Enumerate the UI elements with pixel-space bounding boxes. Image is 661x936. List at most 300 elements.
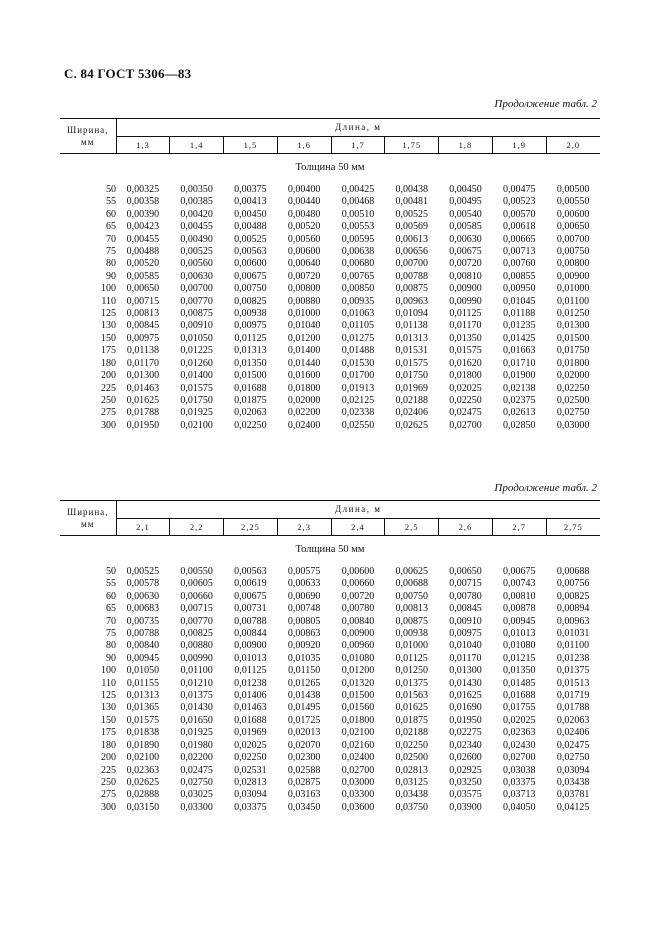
volume-cell: 0,00910	[449, 615, 482, 627]
volume-cell: 0,02500	[395, 752, 428, 764]
volume-cell: 0,01969	[395, 382, 428, 394]
volume-cell: 0,00625	[395, 566, 428, 577]
volume-cell: 0,02531	[234, 764, 267, 776]
volume-cell: 0,03025	[180, 789, 213, 801]
volume-cell: 0,01045	[502, 295, 536, 307]
volume-cell: 0,00600	[234, 258, 267, 270]
volume-cell: 0,01575	[449, 345, 482, 357]
volume-cell: 0,01531	[395, 345, 428, 357]
volume-cell: 0,00800	[287, 283, 321, 295]
volume-cell: 0,01488	[341, 345, 375, 357]
volume-cell: 0,03450	[287, 801, 321, 813]
volume-cell: 0,01625	[395, 702, 428, 714]
volume-cell: 0,02250	[556, 382, 590, 394]
volume-cell: 0,01150	[288, 665, 321, 677]
volume-cell: 0,00900	[449, 283, 482, 295]
volume-cell: 0,01406	[234, 690, 267, 702]
length-value-header: 1,7	[331, 137, 385, 154]
volume-cell: 0,01138	[395, 320, 428, 332]
volume-cell: 0,00875	[395, 615, 428, 627]
volume-cell: 0,01890	[126, 739, 160, 751]
volume-cell: 0,00960	[341, 640, 375, 652]
volume-cell: 0,01125	[395, 652, 428, 664]
width-cell: 200	[101, 370, 116, 382]
volume-cell: 0,00813	[395, 603, 428, 615]
volume-cell: 0,00700	[556, 233, 590, 245]
volume-cell: 0,00938	[234, 308, 267, 320]
volume-cell: 0,02025	[502, 714, 536, 726]
volume-cell: 0,00750	[234, 283, 267, 295]
volume-cell: 0,00495	[449, 196, 482, 208]
volume-cell: 0,04125	[556, 801, 590, 813]
volume-cell: 0,01105	[341, 320, 375, 332]
volume-cell: 0,00770	[180, 615, 213, 627]
table-row	[60, 320, 600, 332]
volume-cell: 0,01625	[449, 690, 482, 702]
volume-cell: 0,01375	[395, 677, 428, 689]
volume-cell: 0,00488	[234, 221, 267, 233]
volume-cell: 0,01250	[395, 665, 428, 677]
volume-cell: 0,02550	[341, 419, 375, 431]
volume-cell: 0,01313	[126, 690, 160, 702]
volume-cell: 0,02475	[556, 739, 590, 751]
volume-cell: 0,01788	[556, 702, 590, 714]
table-row	[60, 196, 600, 208]
volume-cell: 0,00788	[395, 270, 428, 282]
volume-cell: 0,00683	[126, 603, 160, 615]
volume-cell: 0,01350	[502, 665, 536, 677]
length-value-header: 1,5	[224, 137, 278, 154]
table-row	[60, 578, 600, 590]
volume-cell: 0,01425	[502, 332, 536, 344]
length-value-header: 2,7	[492, 519, 546, 536]
length-value-header: 1,75	[385, 137, 439, 154]
volume-cell: 0,00938	[395, 628, 428, 640]
volume-cell: 0,00660	[180, 590, 213, 602]
volume-cell: 0,01800	[556, 357, 590, 369]
volume-cell: 0,00945	[126, 652, 160, 664]
volume-cell: 0,00975	[234, 320, 267, 332]
volume-cell: 0,02250	[449, 394, 482, 406]
volume-cell: 0,00480	[287, 208, 321, 220]
volume-cell: 0,01430	[449, 677, 482, 689]
volume-cell: 0,01000	[287, 308, 321, 320]
volume-cell: 0,00945	[502, 615, 536, 627]
volume-cell: 0,01050	[180, 332, 213, 344]
volume-cell: 0,00525	[234, 233, 267, 245]
volume-cell: 0,02275	[449, 727, 482, 739]
table-row	[60, 209, 600, 221]
volume-cell: 0,02375	[502, 394, 536, 406]
volume-cell: 0,00525	[126, 566, 160, 577]
volume-cell: 0,02100	[126, 752, 160, 764]
volume-cell: 0,02000	[287, 394, 321, 406]
volume-cell: 0,00950	[502, 283, 536, 295]
width-cell: 75	[106, 628, 116, 640]
volume-cell: 0,00735	[126, 615, 160, 627]
width-cell: 130	[101, 702, 116, 714]
volume-cell: 0,00618	[502, 221, 536, 233]
table-row	[60, 665, 600, 677]
volume-cell: 0,01690	[449, 702, 482, 714]
volume-cell: 0,00780	[341, 603, 375, 615]
volume-cell: 0,01700	[341, 370, 375, 382]
volume-cell: 0,01170	[449, 320, 482, 332]
volume-cell: 0,01750	[180, 394, 213, 406]
volume-cell: 0,01300	[449, 665, 482, 677]
volume-cell: 0,00413	[234, 196, 267, 208]
width-cell: 65	[106, 221, 116, 233]
table-row	[60, 702, 600, 714]
width-cell: 130	[101, 320, 116, 332]
volume-cell: 0,00688	[556, 566, 590, 577]
length-column-header: Длина, м	[116, 501, 600, 519]
volume-cell: 0,00390	[126, 208, 160, 220]
volume-cell: 0,00700	[395, 258, 428, 270]
volume-cell: 0,00760	[502, 258, 536, 270]
width-cell: 90	[106, 270, 116, 282]
volume-cell: 0,02160	[341, 739, 375, 751]
volume-cell: 0,00455	[126, 233, 160, 245]
table-row	[60, 777, 600, 789]
volume-cell: 0,00525	[395, 208, 428, 220]
volume-cell: 0,03000	[556, 419, 590, 431]
volume-cell: 0,00750	[556, 246, 590, 258]
width-cell: 65	[106, 603, 116, 615]
volume-cell: 0,00840	[126, 640, 160, 652]
volume-cell: 0,02250	[234, 419, 267, 431]
volume-cell: 0,01040	[287, 320, 321, 332]
volume-cell: 0,01100	[180, 665, 213, 677]
length-values-row	[60, 519, 600, 536]
volume-cell: 0,02000	[556, 370, 590, 382]
volume-cell: 0,01125	[449, 308, 482, 320]
table-row	[60, 628, 600, 640]
volume-cell: 0,00400	[287, 184, 321, 195]
table-row	[60, 258, 600, 270]
width-cell: 70	[106, 615, 116, 627]
volume-cell: 0,01040	[449, 640, 482, 652]
volume-cell: 0,01375	[180, 690, 213, 702]
volume-cell: 0,02063	[234, 407, 267, 419]
volume-cell: 0,00880	[287, 295, 321, 307]
length-value-header: 2,4	[331, 519, 385, 536]
volume-cell: 0,00638	[341, 246, 375, 258]
volume-cell: 0,01300	[556, 320, 590, 332]
volume-cell: 0,02888	[126, 789, 160, 801]
volume-cell: 0,00600	[287, 246, 321, 258]
width-cell: 70	[106, 233, 116, 245]
volume-cell: 0,00563	[234, 246, 267, 258]
width-column-header: Ширина, мм	[60, 119, 116, 154]
volume-cell: 0,00910	[180, 320, 213, 332]
volume-cell: 0,01094	[395, 308, 428, 320]
volume-cell: 0,00855	[502, 270, 536, 282]
volume-cell: 0,02400	[341, 752, 375, 764]
volume-cell: 0,01788	[126, 407, 160, 419]
volume-cell: 0,00800	[556, 258, 590, 270]
volume-cell: 0,01688	[234, 382, 267, 394]
volume-cell: 0,02750	[556, 752, 590, 764]
volume-cell: 0,03781	[556, 789, 590, 801]
volume-cell: 0,00990	[449, 295, 482, 307]
volume-cell: 0,00875	[180, 308, 213, 320]
length-value-header: 1,6	[277, 137, 331, 154]
volume-cell: 0,00844	[234, 628, 267, 640]
volume-cell: 0,01035	[287, 652, 321, 664]
volume-cell: 0,01950	[449, 714, 482, 726]
volume-cell: 0,01320	[341, 677, 375, 689]
volume-cell: 0,01500	[234, 370, 267, 382]
width-cell: 275	[101, 789, 116, 801]
width-cell: 110	[101, 295, 116, 307]
volume-cell: 0,01969	[234, 727, 267, 739]
table-row	[60, 420, 600, 432]
table-row	[60, 603, 600, 615]
volume-cell: 0,02250	[395, 739, 428, 751]
length-value-header: 1,9	[492, 137, 546, 154]
volume-cell: 0,01238	[556, 652, 590, 664]
width-cell: 200	[101, 752, 116, 764]
volume-cell: 0,01100	[556, 640, 590, 652]
volume-cell: 0,00619	[234, 578, 267, 590]
volume-cell: 0,01800	[287, 382, 321, 394]
volume-cell: 0,02100	[180, 419, 213, 431]
volume-cell: 0,00900	[234, 640, 267, 652]
volume-cell: 0,01313	[395, 332, 428, 344]
width-cell: 225	[101, 764, 116, 776]
volume-cell: 0,00423	[126, 221, 160, 233]
volume-cell: 0,01350	[234, 357, 267, 369]
volume-cell: 0,02200	[180, 752, 213, 764]
volume-cell: 0,01210	[180, 677, 213, 689]
volume-cell: 0,00650	[556, 221, 590, 233]
volume-cell: 0,02700	[341, 764, 375, 776]
volume-cell: 0,01200	[341, 665, 375, 677]
volume-cell: 0,00845	[449, 603, 482, 615]
volume-cell: 0,00840	[341, 615, 375, 627]
table-row	[60, 358, 600, 370]
volume-cell: 0,01463	[126, 382, 160, 394]
volume-cell: 0,00525	[180, 246, 213, 258]
volume-cell: 0,00468	[341, 196, 375, 208]
volume-cell: 0,00440	[287, 196, 321, 208]
width-cell: 180	[101, 357, 116, 369]
table-header	[60, 119, 600, 154]
volume-cell: 0,00894	[556, 603, 590, 615]
volume-cell: 0,03163	[287, 789, 321, 801]
volume-cell: 0,00613	[395, 233, 428, 245]
width-cell: 250	[101, 776, 116, 788]
volume-cell: 0,00563	[234, 566, 267, 577]
volume-cell: 0,00585	[449, 221, 482, 233]
volume-cell: 0,00810	[502, 590, 536, 602]
volume-cell: 0,01750	[556, 345, 590, 357]
length-value-header: 1,4	[170, 137, 224, 154]
table-row	[60, 678, 600, 690]
volume-cell: 0,00748	[287, 603, 321, 615]
volume-cell: 0,00963	[395, 295, 428, 307]
volume-cell: 0,00350	[180, 184, 213, 195]
volume-cell: 0,01838	[126, 727, 160, 739]
length-column-header: Длина, м	[116, 119, 600, 137]
table-row	[60, 752, 600, 764]
volume-cell: 0,02188	[395, 394, 428, 406]
table-row	[60, 234, 600, 246]
volume-cell: 0,01688	[234, 714, 267, 726]
volume-cell: 0,02013	[287, 727, 321, 739]
volume-cell: 0,00455	[180, 221, 213, 233]
volume-cell: 0,02850	[502, 419, 536, 431]
volume-cell: 0,02500	[556, 394, 590, 406]
volume-cell: 0,00665	[502, 233, 536, 245]
volume-cell: 0,03094	[556, 764, 590, 776]
volume-cell: 0,03094	[234, 789, 267, 801]
width-column-header: Ширина, мм	[60, 501, 116, 536]
volume-cell: 0,02813	[395, 764, 428, 776]
volume-cell: 0,00600	[341, 566, 375, 577]
continuation-label: Продолжение табл. 2	[494, 98, 597, 110]
volume-cell: 0,00900	[341, 628, 375, 640]
volume-cell: 0,01755	[502, 702, 536, 714]
volume-cell: 0,00560	[180, 258, 213, 270]
volume-cell: 0,02813	[234, 776, 267, 788]
volume-cell: 0,00550	[180, 566, 213, 577]
volume-cell: 0,02625	[395, 419, 428, 431]
volume-cell: 0,00375	[234, 184, 267, 195]
volume-cell: 0,03375	[234, 801, 267, 813]
volume-cell: 0,00540	[449, 208, 482, 220]
volume-cell: 0,01138	[126, 345, 159, 357]
volume-cell: 0,00553	[341, 221, 375, 233]
volume-cell: 0,01710	[502, 357, 536, 369]
volume-cell: 0,00585	[126, 270, 160, 282]
volume-cell: 0,00878	[502, 603, 536, 615]
volume-cell: 0,00520	[287, 221, 321, 233]
volume-cell: 0,01080	[502, 640, 536, 652]
volume-cell: 0,03300	[180, 801, 213, 813]
volume-cell: 0,02338	[341, 407, 375, 419]
width-cell: 300	[101, 419, 116, 431]
volume-cell: 0,01000	[395, 640, 428, 652]
volume-cell: 0,00935	[341, 295, 375, 307]
volume-cell: 0,02475	[180, 764, 213, 776]
volume-cell: 0,00650	[126, 283, 160, 295]
volume-cell: 0,00605	[180, 578, 213, 590]
volume-cell: 0,02613	[502, 407, 536, 419]
volume-cell: 0,00825	[180, 628, 213, 640]
volume-cell: 0,00715	[126, 295, 160, 307]
volume-cell: 0,02750	[180, 776, 213, 788]
volume-cell: 0,00510	[341, 208, 375, 220]
volume-cell: 0,00675	[234, 590, 267, 602]
volume-cell: 0,01530	[341, 357, 375, 369]
volume-cell: 0,01575	[395, 357, 428, 369]
volume-cell: 0,01513	[556, 677, 590, 689]
volume-cell: 0,02588	[287, 764, 321, 776]
length-value-header: 2,6	[439, 519, 493, 536]
volume-cell: 0,01750	[395, 370, 428, 382]
table-row	[60, 789, 600, 801]
data-table	[60, 500, 600, 814]
volume-cell: 0,00675	[234, 270, 267, 282]
volume-cell: 0,02750	[556, 407, 590, 419]
width-cell: 125	[101, 308, 116, 320]
volume-cell: 0,02925	[449, 764, 482, 776]
volume-cell: 0,01200	[287, 332, 321, 344]
volume-cell: 0,01013	[502, 628, 536, 640]
volume-cell: 0,01875	[395, 714, 428, 726]
table-row	[60, 653, 600, 665]
volume-cell: 0,01063	[341, 308, 375, 320]
volume-cell: 0,01225	[180, 345, 213, 357]
volume-cell: 0,01650	[180, 714, 213, 726]
volume-cell: 0,01925	[180, 727, 213, 739]
volume-cell: 0,02625	[126, 776, 160, 788]
table-row	[60, 370, 600, 382]
volume-cell: 0,01719	[556, 690, 590, 702]
volume-cell: 0,00900	[556, 270, 590, 282]
table-row	[60, 740, 600, 752]
volume-cell: 0,01365	[126, 702, 160, 714]
volume-cell: 0,00680	[341, 258, 375, 270]
volume-cell: 0,01170	[126, 357, 159, 369]
volume-cell: 0,03900	[449, 801, 482, 813]
volume-cell: 0,01275	[341, 332, 375, 344]
volume-cell: 0,00731	[234, 603, 267, 615]
section-title: Толщина 50 мм	[295, 543, 365, 555]
volume-cell: 0,01188	[503, 308, 536, 320]
length-value-header: 2,75	[546, 519, 600, 536]
volume-cell: 0,01215	[502, 652, 536, 664]
volume-cell: 0,00863	[287, 628, 321, 640]
volume-cell: 0,02700	[502, 752, 536, 764]
volume-cell: 0,00569	[395, 221, 428, 233]
volume-cell: 0,03000	[341, 776, 375, 788]
width-cell: 125	[101, 690, 116, 702]
volume-cell: 0,00810	[449, 270, 482, 282]
volume-cell: 0,03438	[556, 776, 590, 788]
length-value-header: 2,2	[170, 519, 224, 536]
volume-cell: 0,00420	[180, 208, 213, 220]
width-cell: 175	[101, 345, 116, 357]
volume-cell: 0,01100	[556, 295, 590, 307]
volume-cell: 0,02600	[449, 752, 482, 764]
volume-cell: 0,00975	[449, 628, 482, 640]
volume-cell: 0,02406	[556, 727, 590, 739]
volume-cell: 0,02700	[449, 419, 482, 431]
table-row	[60, 395, 600, 407]
volume-cell: 0,01980	[180, 739, 213, 751]
volume-cell: 0,00765	[341, 270, 375, 282]
volume-cell: 0,02063	[556, 714, 590, 726]
table-row	[60, 564, 600, 578]
volume-cell: 0,02200	[287, 407, 321, 419]
volume-cell: 0,02340	[449, 739, 482, 751]
volume-cell: 0,00715	[449, 578, 482, 590]
volume-cell: 0,02406	[395, 407, 428, 419]
table-header	[60, 501, 600, 536]
volume-cell: 0,00600	[556, 208, 590, 220]
table-row	[60, 296, 600, 308]
volume-cell: 0,00450	[449, 184, 482, 195]
volume-cell: 0,00975	[126, 332, 160, 344]
volume-cell: 0,01170	[449, 652, 482, 664]
volume-cell: 0,00788	[126, 628, 160, 640]
width-cell: 80	[106, 640, 116, 652]
volume-cell: 0,00578	[126, 578, 160, 590]
volume-cell: 0,03750	[395, 801, 428, 813]
